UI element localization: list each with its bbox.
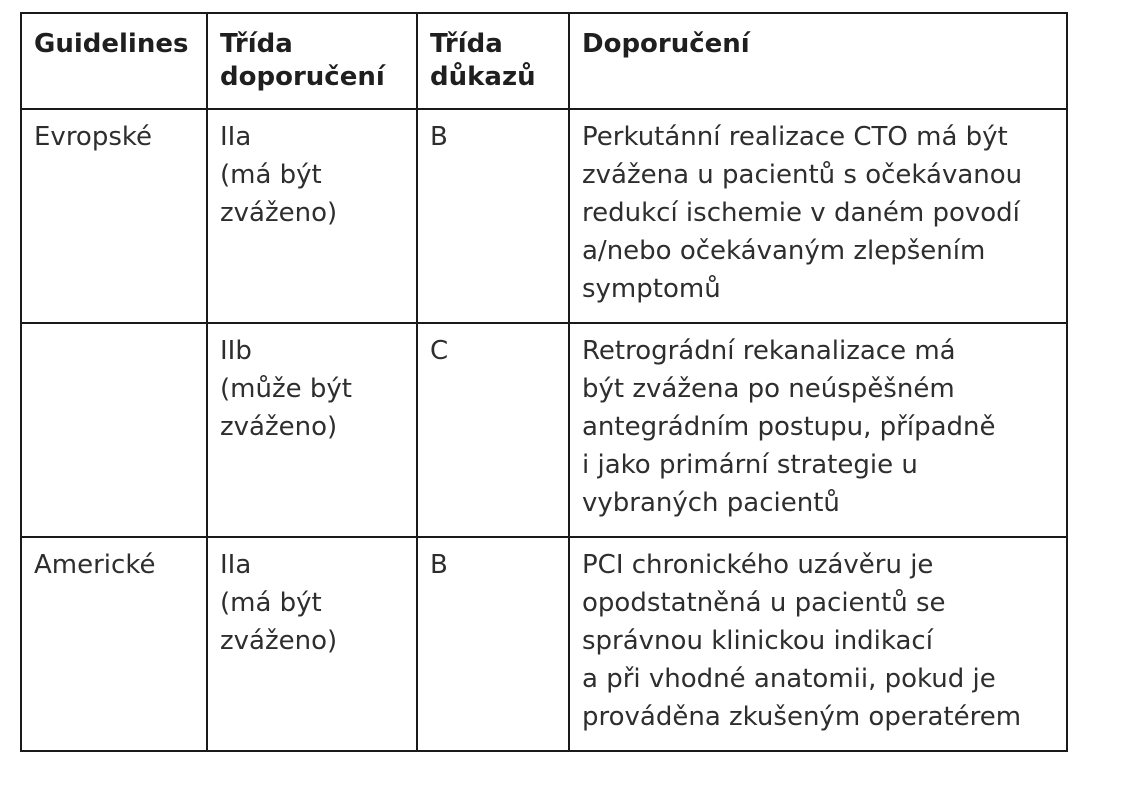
header-doporuceni: Doporučení xyxy=(569,13,1067,109)
cell-trida-dukazu: B xyxy=(417,537,569,751)
table-row xyxy=(21,537,1067,751)
table-row xyxy=(21,109,1067,323)
cell-trida-dukazu: B xyxy=(417,109,569,323)
cell-trida-dukazu: C xyxy=(417,323,569,537)
cell-guidelines: Evropské xyxy=(21,109,207,323)
cell-guidelines: Americké xyxy=(21,537,207,751)
table-row xyxy=(21,323,1067,537)
table-header-row xyxy=(21,13,1067,109)
cell-trida-doporuceni: IIa (má být zváženo) xyxy=(207,537,417,751)
cell-trida-doporuceni: IIa (má být zváženo) xyxy=(207,109,417,323)
cell-doporuceni: Retrográdní rekanalizace má být zvážena po neúspěšném antegrádním postupu, případně i jako primární strategie u vybraných pacientů xyxy=(569,323,1067,537)
cell-trida-doporuceni: IIb (může být zváženo) xyxy=(207,323,417,537)
cell-guidelines xyxy=(21,323,207,537)
cell-doporuceni: Perkutánní realizace CTO má být zvážena u pacientů s očekávanou redukcí ischemie v daném povodí a/nebo očekávaným zlepšením symptomů xyxy=(569,109,1067,323)
header-trida-dukazu: Třída důkazů xyxy=(417,13,569,109)
cell-doporuceni: PCI chronického uzávěru je opodstatněná u pacientů se správnou klinickou indikací a při vhodné anatomii, pokud je prováděna zkušeným operatérem xyxy=(569,537,1067,751)
header-guidelines: Guidelines xyxy=(21,13,207,109)
header-trida-doporuceni: Třída doporučení xyxy=(207,13,417,109)
guidelines-table xyxy=(20,12,1068,752)
